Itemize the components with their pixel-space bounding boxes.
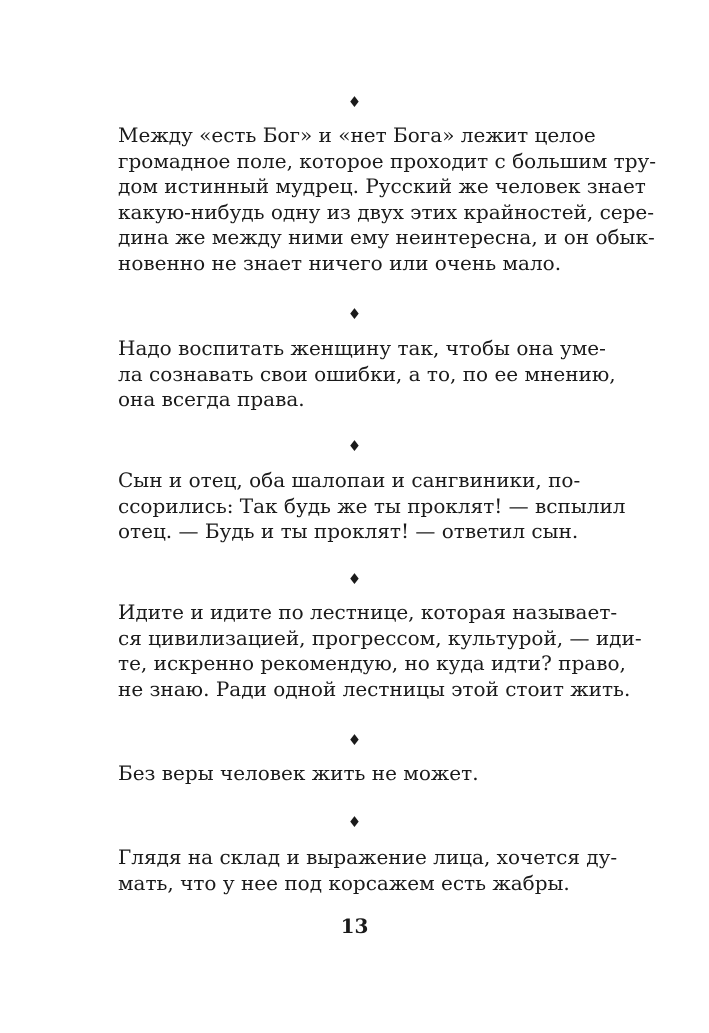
aphorism-line: дом истинный мудрец. Русский же человек знает — [118, 174, 646, 198]
separator-diamond-6: ♦ — [347, 813, 362, 831]
aphorism-line: ла сознавать свои ошибки, а то, по ее мнению, — [118, 361, 616, 386]
aphorism-5 — [118, 761, 580, 787]
aphorism-line: Идите и идите по лестнице, которая называет- — [118, 600, 618, 624]
separator-diamond-1: ♦ — [347, 93, 362, 111]
aphorism-line: Между «есть Бог» и «нет Бога» лежит целое — [118, 123, 596, 147]
aphorism-line: дина же между ними ему неинтересна, и он обык- — [118, 225, 655, 249]
separator-diamond-3: ♦ — [347, 437, 362, 455]
aphorism-line: новенно не знает ничего или очень мало. — [118, 250, 562, 275]
aphorism-line: не знаю. Ради одной лестницы этой стоит жить. — [118, 676, 631, 701]
aphorism-line: те, искренно рекомендую, но куда идти? право, — [118, 651, 626, 675]
aphorism-3 — [118, 468, 626, 545]
aphorism-6 — [118, 845, 618, 896]
separator-diamond-4: ♦ — [347, 570, 362, 588]
aphorism-line: Глядя на склад и выражение лица, хочется ду- — [118, 845, 618, 869]
aphorism-line: Надо воспитать женщину так, чтобы она уме- — [118, 336, 606, 360]
page-number: 13 — [340, 914, 369, 938]
aphorism-1 — [118, 123, 657, 276]
aphorism-line: громадное поле, которое проходит с большим тру- — [118, 148, 657, 173]
separator-diamond-5: ♦ — [347, 731, 362, 749]
aphorism-4 — [118, 600, 642, 702]
aphorism-2 — [118, 336, 616, 413]
aphorism-line: ся цивилизацией, прогрессом, культурой, — иди- — [118, 625, 642, 650]
aphorism-line: мать, что у нее под корсажем есть жабры. — [118, 870, 570, 895]
aphorism-line: Сын и отец, оба шалопаи и сангвиники, по- — [118, 468, 581, 492]
aphorism-line: отец. — Будь и ты проклят! — ответил сын. — [118, 519, 579, 543]
aphorism-line: какую-нибудь одну из двух этих крайностей, сере- — [118, 199, 655, 224]
separator-diamond-2: ♦ — [347, 305, 362, 323]
aphorism-line: ссорились: Так будь же ты проклят! — вспылил — [118, 493, 626, 518]
aphorism-line: она всегда права. — [118, 387, 305, 411]
aphorism-line: Без веры человек жить не может. — [118, 761, 479, 785]
